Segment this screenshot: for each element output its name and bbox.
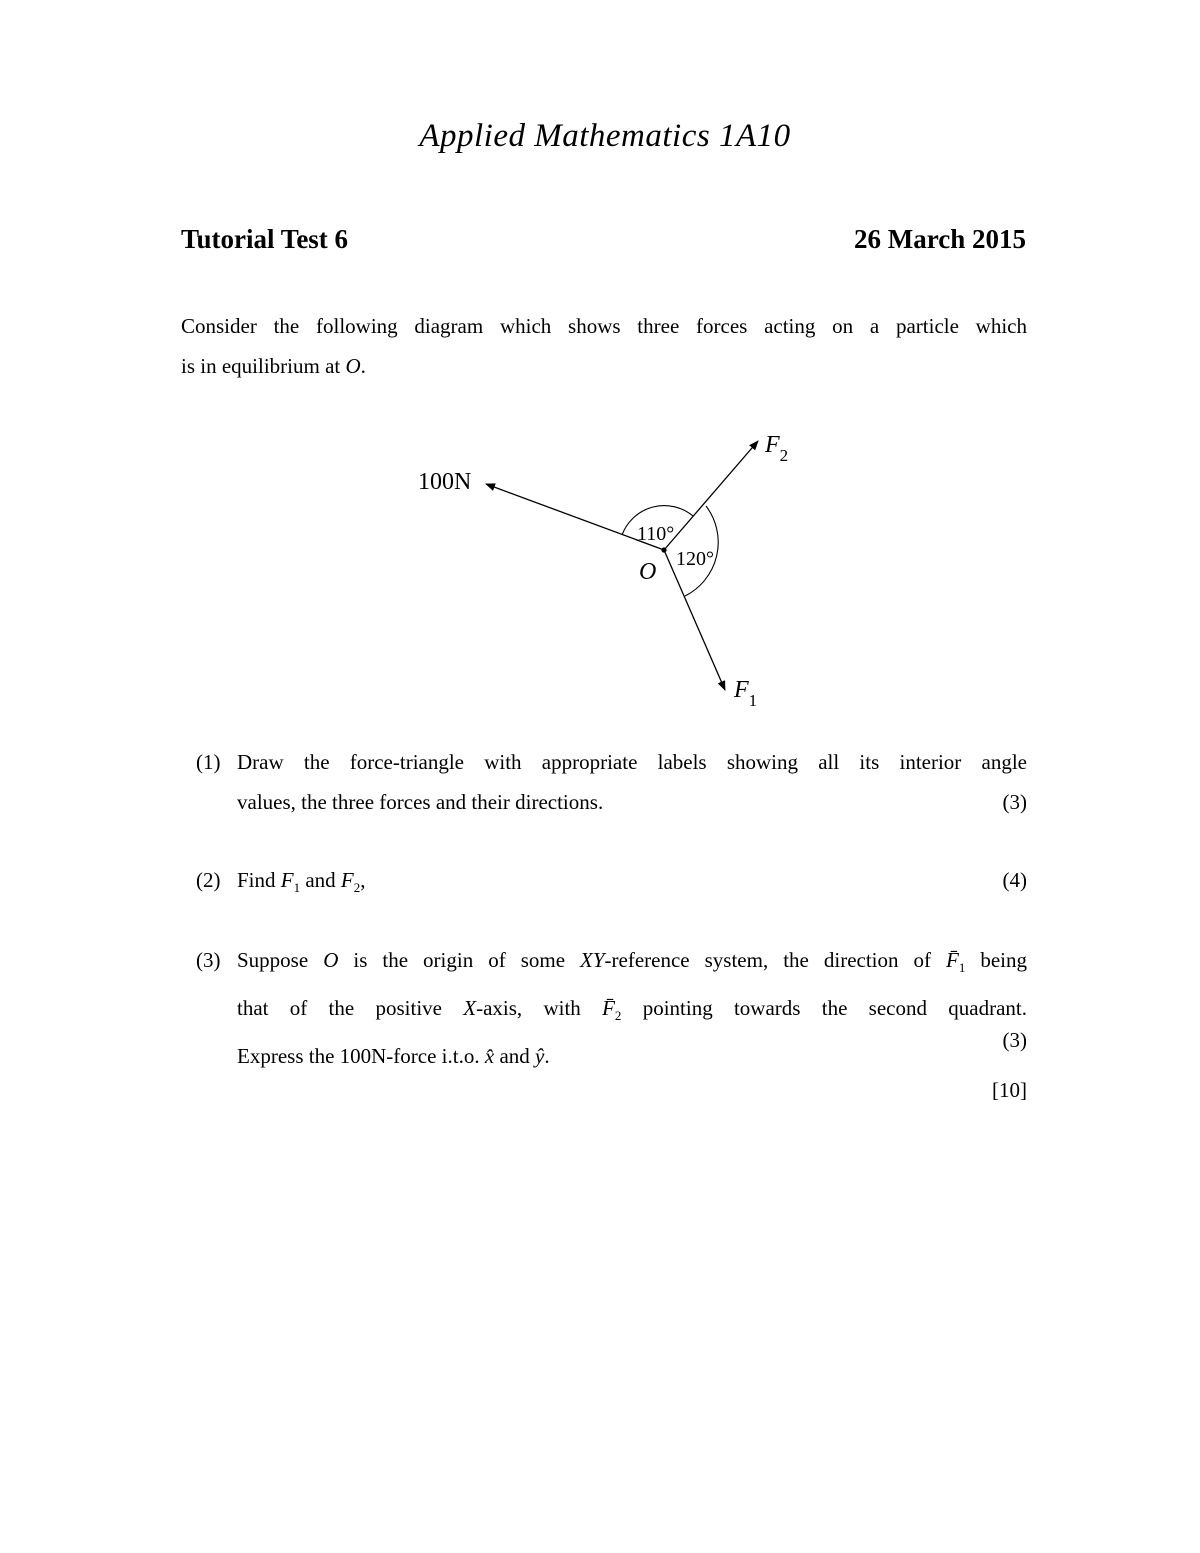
intro-text: is in equilibrium at: [181, 354, 346, 378]
question-2: [196, 860, 1027, 900]
label-origin: O: [639, 559, 657, 585]
q3-text: that of the positive: [237, 996, 464, 1021]
question-number: (2): [196, 868, 221, 892]
q3-var: XY: [580, 948, 605, 972]
force-arrow-f1: [664, 550, 725, 690]
q3-var: F̄: [602, 996, 615, 1021]
question-line: Draw the force-triangle with appropriate labels showing all its interior angle: [237, 750, 1027, 774]
question-body: [237, 742, 1027, 822]
q3-sub: 1: [958, 960, 966, 976]
q3-text: Suppose: [237, 948, 324, 972]
force-arrow-f2: [664, 441, 758, 550]
question-3: [196, 940, 1028, 1069]
q2-text: Find: [237, 868, 281, 892]
question-marks: (3): [1002, 1028, 1027, 1052]
intro-period: .: [360, 354, 366, 378]
label-f1-letter: F: [734, 677, 749, 703]
q3-sub: 2: [614, 1008, 622, 1024]
question-body: [237, 860, 1027, 908]
question-marks: (4): [1002, 868, 1027, 892]
question-line: [237, 988, 1027, 1036]
q3-text: and: [494, 1044, 536, 1069]
label-f1: [733, 677, 757, 710]
q2-sub: 2: [353, 880, 361, 896]
question-number: (3): [196, 948, 221, 972]
total-marks: [10]: [992, 1078, 1027, 1102]
label-angle-110: 110°: [637, 523, 675, 545]
label-f2: [764, 432, 788, 465]
q3-var: F̄: [946, 948, 959, 972]
label-f2-letter: F: [765, 432, 780, 458]
q3-var: X: [463, 996, 477, 1021]
origin-point: [661, 547, 666, 552]
q3-var: O: [323, 948, 339, 972]
label-f2-sub: 2: [779, 446, 789, 465]
test-date: 26 March 2015: [854, 224, 1026, 254]
force-diagram: [0, 0, 1200, 760]
label-angle-120: 120°: [676, 548, 714, 570]
question-line: [237, 940, 1027, 988]
test-label: Tutorial Test 6: [181, 224, 349, 254]
label-100n: 100N: [418, 469, 472, 495]
q3-text: is the origin of some: [338, 948, 581, 972]
question-number: (1): [196, 750, 221, 774]
intro-var: O: [345, 354, 361, 378]
question-line: values, the three forces and their directions.: [237, 790, 604, 814]
q3-text: being: [965, 948, 1028, 972]
label-f1-sub: 1: [748, 691, 758, 710]
q2-text: and: [300, 868, 341, 892]
intro-line-1: Consider the following diagram which shows three forces acting on a particle which: [181, 314, 1027, 338]
page-title: Applied Mathematics 1A10: [419, 118, 791, 154]
question-body: [237, 940, 1027, 1076]
q3-var: x̂: [484, 1044, 495, 1069]
q3-text: -reference system, the direction of: [604, 948, 947, 972]
q3-var: ŷ: [535, 1044, 545, 1069]
q2-sub: 1: [293, 880, 301, 896]
q3-text: pointing towards the second quadrant.: [621, 996, 1027, 1021]
question-1: [196, 742, 1027, 824]
q3-text: -axis, with: [476, 996, 603, 1021]
question-text: [237, 868, 366, 896]
q3-text: .: [544, 1044, 550, 1069]
q2-var: F: [280, 868, 294, 892]
q2-var: F: [340, 868, 354, 892]
question-line: [237, 1036, 1027, 1076]
q3-text: Express the 100N-force i.t.o.: [237, 1044, 485, 1069]
q2-text: ,: [360, 868, 366, 892]
question-marks: (3): [1002, 790, 1027, 814]
